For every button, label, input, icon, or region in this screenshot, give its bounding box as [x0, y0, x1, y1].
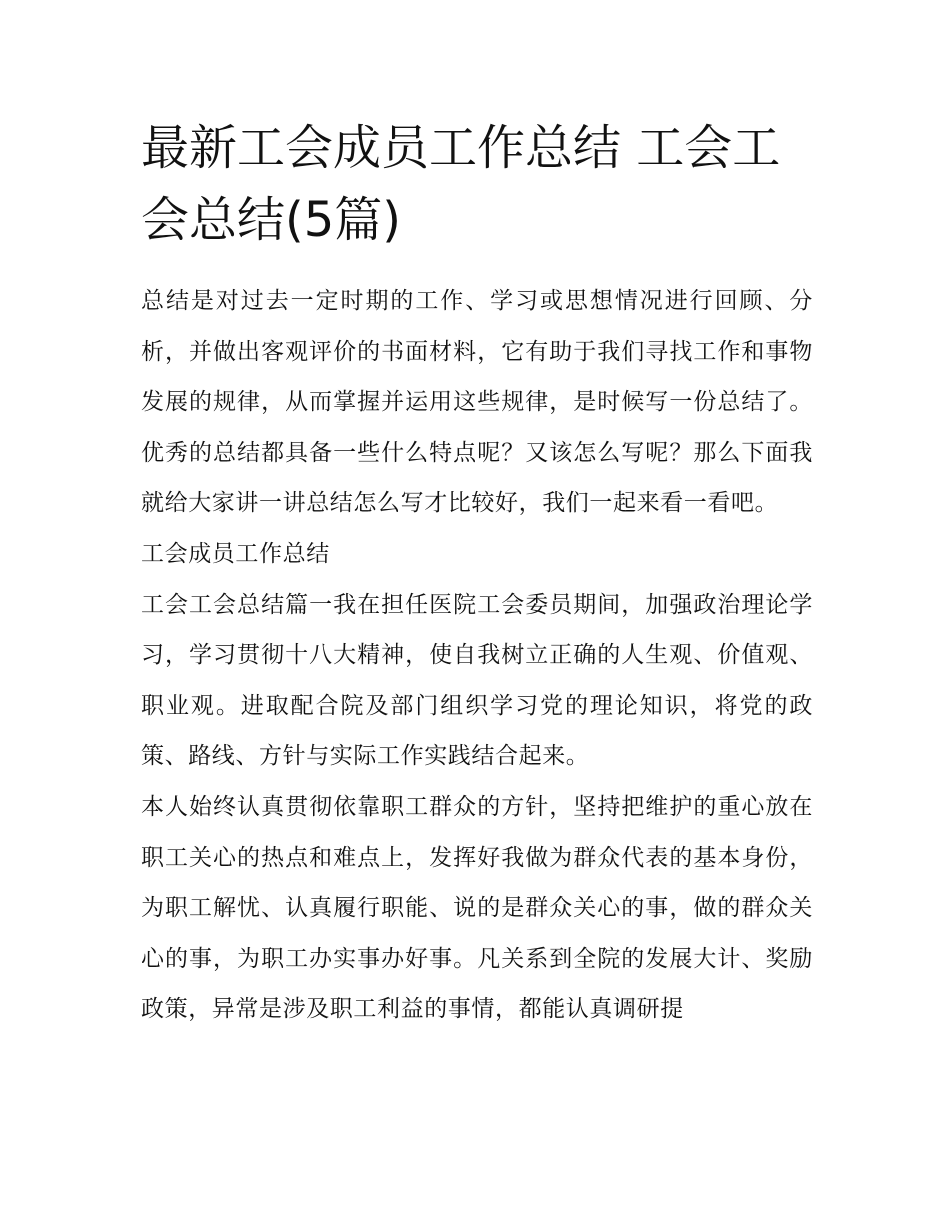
- body-paragraph-2: 本人始终认真贯彻依靠职工群众的方针，坚持把维护的重心放在职工关心的热点和难点上，发挥好我做为群众代表的基本身份，为职工解忧、认真履行职能、说的是群众关心的事，做的群众关心的事，为职工办实事办好事。凡关系到全院的发展大计、奖励政策，异常是涉及职工利益的事情，都能认真调研提: [141, 793, 813, 1023]
- document-title: 最新工会成员工作总结 工会工会总结(5篇): [141, 120, 781, 248]
- intro-paragraph: 总结是对过去一定时期的工作、学习或思想情况进行回顾、分析，并做出客观评价的书面材料，它有助于我们寻找工作和事物发展的规律，从而掌握并运用这些规律，是时候写一份总结了。优秀的总结都具备一些什么特点呢？又该怎么写呢？那么下面我就给大家讲一讲总结怎么写才比较好，我们一起来看一看吧。: [141, 288, 813, 517]
- document-content: [141, 112, 813, 1035]
- section-subheading: 工会成员工作总结: [141, 540, 330, 567]
- body-paragraph-1: 工会工会总结篇一我在担任医院工会委员期间，加强政治理论学习，学习贯彻十八大精神，使自我树立正确的人生观、价值观、职业观。进取配合院及部门组织学习党的理论知识，将党的政策、路线、方针与实际工作实践结合起来。: [141, 591, 813, 770]
